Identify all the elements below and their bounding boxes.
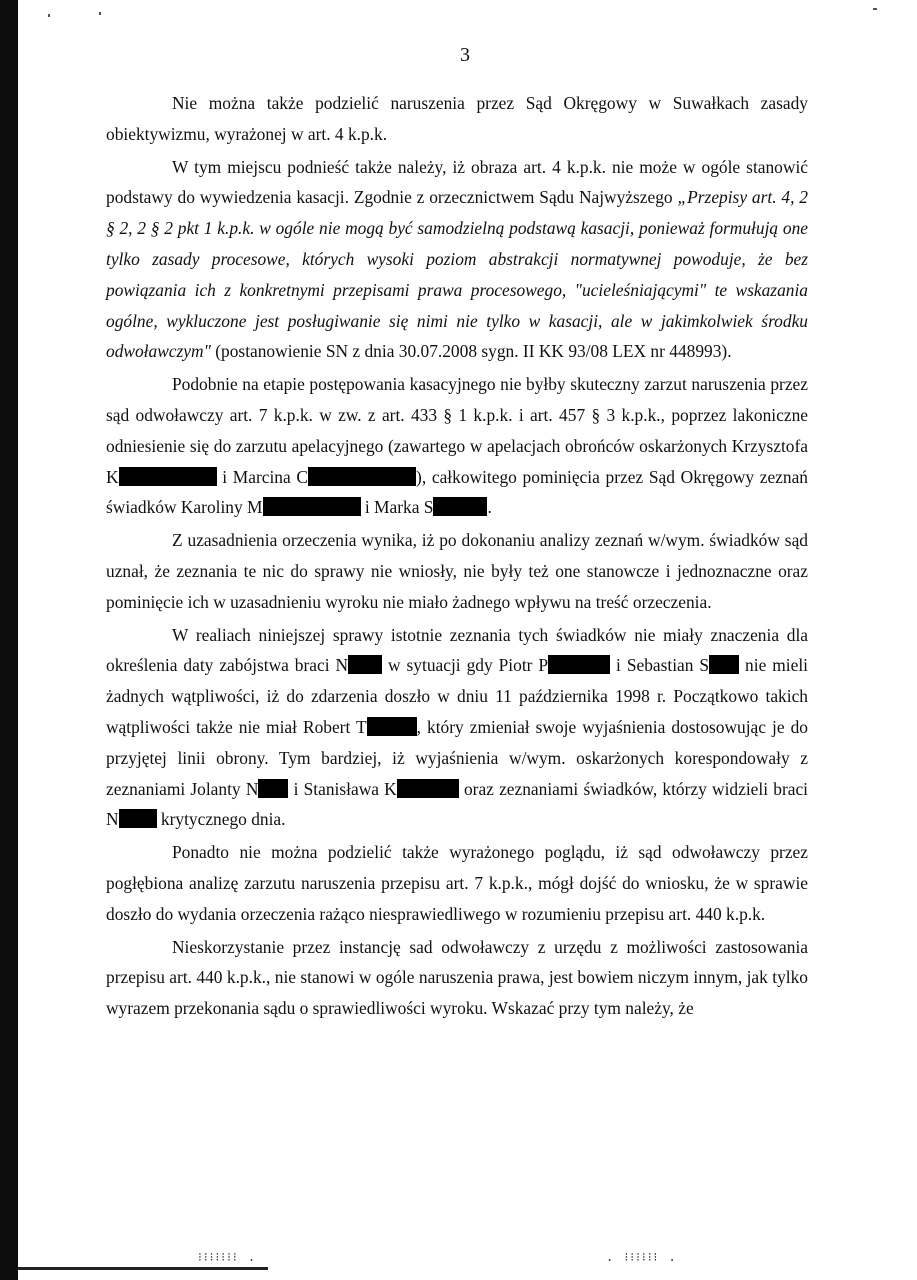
paragraph [106, 152, 808, 368]
paragraph-text: i Marka S [360, 497, 434, 518]
paragraph-text: W tym miejscu podnieść także należy, iż obraza art. 4 k.p.k. nie może w ogóle stanowić podstawy do wywiedzenia kasacji. Zgodnie z orzecznictwem Sądu Najwyższego [106, 156, 808, 208]
quoted-citation: „Przepisy art. 4, 2 § 2, 2 § 2 pkt 1 k.p.k. w ogóle nie mogą być samodzielną podstawą kasacji, ponieważ formułują one tylko zasady procesowe, których wysoki poziom abstrakcji normatywnej powoduje, że bez powiązania ich z konkretnymi przepisami prawa procesowego, "ucieleśniającymi" te wskazania ogólne, wykluczone jest posługiwanie się nimi nie tylko w kasacji, ale w jakimkolwiek środku odwoławczym" [106, 187, 808, 362]
redaction-bar [367, 717, 417, 736]
scan-edge [0, 0, 18, 1280]
footer-marks-left: ⁝⁝⁝⁝⁝⁝⁝ . [198, 1250, 258, 1264]
page-number: 3 [460, 44, 470, 66]
paragraph [106, 620, 808, 836]
paragraph-text: Nie można także podzielić naruszenia przez Sąd Okręgowy w Suwałkach zasady obiektywizmu, wyrażonej w art. 4 k.p.k. [106, 93, 808, 144]
paragraph-text: . [487, 497, 492, 518]
paragraph-text: ), całkowitego pominięcia przez Sąd Okręgowy zeznań świadków Karoliny M [106, 466, 808, 518]
redaction-bar [119, 809, 157, 828]
redaction-bar [119, 467, 217, 486]
paragraph-text: Ponadto nie można podzielić także wyrażonego poglądu, iż sąd odwoławczy przez pogłębiona analizę zarzutu naruszenia przepisu art. 7 k.p.k., mógł dojść do wniosku, że w sprawie doszło do wydania orzeczenia rażąco niesprawiedliwego w rozumieniu przepisu art. 440 k.p.k. [106, 842, 808, 924]
paragraph-text: i Marcina C [216, 466, 309, 487]
scan-speck [873, 8, 877, 10]
document-body [106, 88, 808, 1024]
paragraph-text: W realiach niniejszej sprawy istotnie zeznania tych świadków nie miały znaczenia dla określenia daty zabójstwa braci N [106, 624, 808, 676]
scan-bottom-rule [18, 1267, 268, 1270]
redaction-bar [433, 497, 487, 516]
redaction-bar [263, 497, 361, 516]
paragraph-text: Z uzasadnienia orzeczenia wynika, iż po dokonaniu analizy zeznań w/wym. świadków sąd uznał, że zeznania te nic do sprawy nie wniosły, nie były też one stanowcze i jednoznaczne oraz pominięcie ich w uzasadnieniu wyroku nie miało żadnego wpływu na treść orzeczenia. [106, 530, 808, 612]
paragraph-text: i Sebastian S [610, 655, 710, 676]
paragraph-text: i Stanisława K [288, 778, 397, 799]
paragraph-text: oraz zeznaniami świadków, którzy widzieli braci N [106, 778, 809, 830]
redaction-bar [548, 655, 610, 674]
scan-speck [99, 12, 101, 15]
paragraph [106, 525, 808, 617]
paragraph [106, 88, 808, 150]
scan-speck [48, 14, 50, 17]
paragraph-text: nie mieli żadnych wątpliwości, iż do zdarzenia doszło w dniu 11 października 1998 r. Początkowo takich wątpliwości także nie miał Robert T [106, 655, 808, 737]
paragraph-text: krytycznego dnia. [156, 809, 286, 830]
redaction-bar [709, 655, 739, 674]
paragraph [106, 837, 808, 929]
redaction-bar [308, 467, 416, 486]
paragraph-text: w sytuacji gdy Piotr P [382, 655, 549, 676]
redaction-bar [258, 779, 288, 798]
paragraph-text: , który zmieniał swoje wyjaśnienia dostosowując je do przyjętej linii obrony. Tym bardziej, iż wyjaśnienia w/wym. oskarżonych korespondowały z zeznaniami Jolanty N [106, 716, 808, 799]
redaction-bar [397, 779, 459, 798]
paragraph-text: (postanowienie SN z dnia 30.07.2008 sygn. II KK 93/08 LEX nr 448993). [210, 341, 732, 362]
paragraph-text: Nieskorzystanie przez instancję sad odwoławczy z urzędu z możliwości zastosowania przepisu art. 440 k.p.k., nie stanowi w ogóle naruszenia prawa, jest bowiem niczym innym, jak tylko wyrazem przekonania sądu o sprawiedliwości wyroku. Wskazać przy tym należy, że [106, 936, 808, 1019]
paragraph [106, 369, 808, 523]
footer-marks-right: . ⁝⁝⁝⁝⁝⁝ . [606, 1250, 678, 1264]
redaction-bar [348, 655, 382, 674]
paragraph [106, 932, 808, 1024]
paragraph-text: Podobnie na etapie postępowania kasacyjnego nie byłby skuteczny zarzut naruszenia przez sąd odwoławczy art. 7 k.p.k. w zw. z art. 433 § 1 k.p.k. i art. 457 § 3 k.p.k., poprzez lakoniczne odniesienie się do zarzutu apelacyjnego (zawartego w apelacjach obrońców oskarżonych Krzysztofa K [106, 374, 808, 487]
